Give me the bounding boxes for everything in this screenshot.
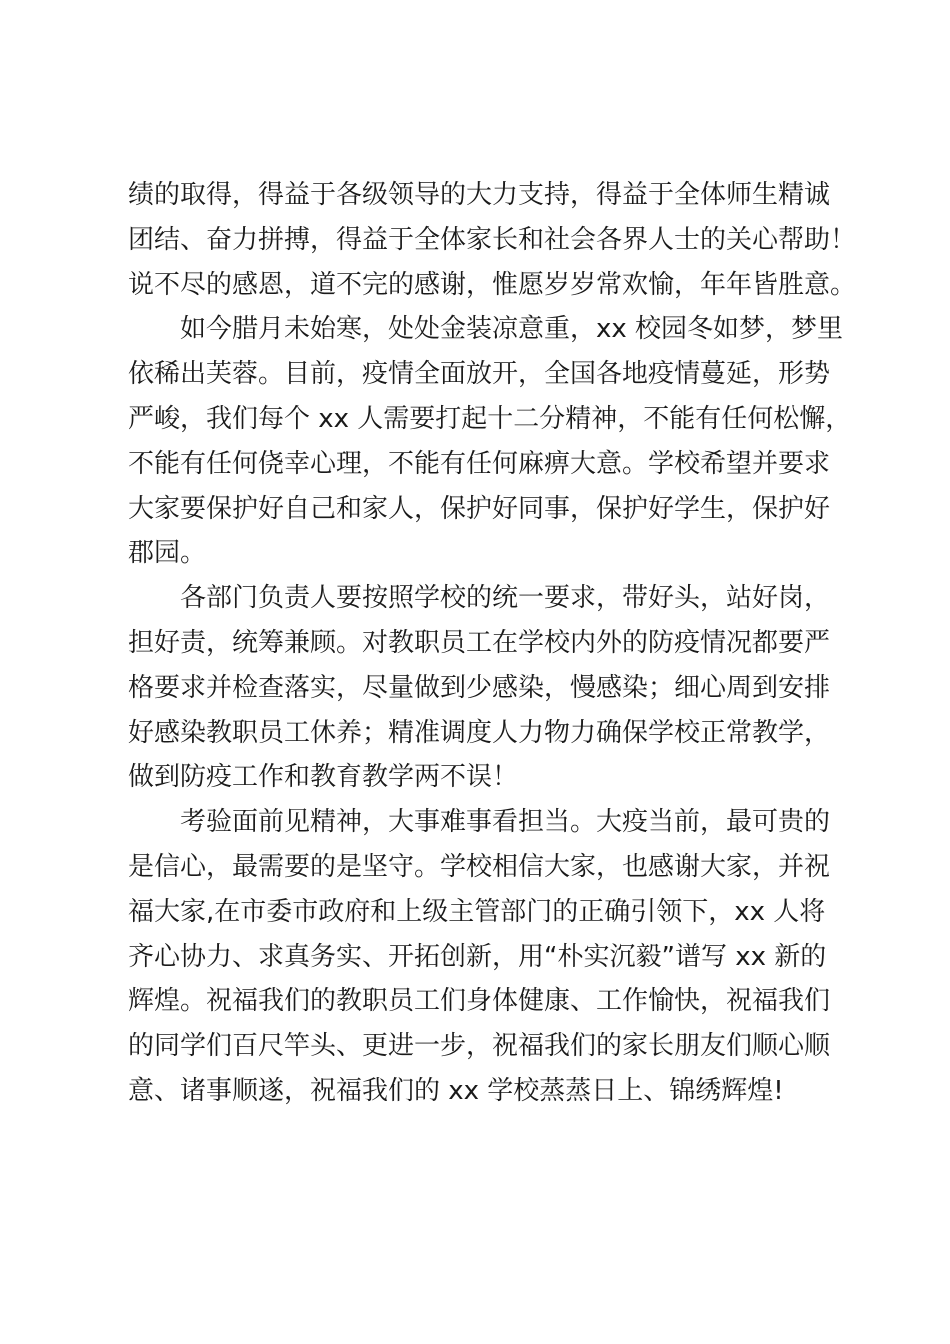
paragraph-2	[128, 307, 852, 576]
text-line: 意、诸事顺遂，祝福我们的 xx 学校蒸蒸日上、锦绣辉煌!	[128, 1075, 784, 1106]
text-line: 说不尽的感恩，道不完的感谢，惟愿岁岁常欢愉，年年皆胜意。	[128, 269, 857, 300]
paragraph-4	[128, 800, 838, 1114]
text-line: 各部门负责人要按照学校的统一要求，带好头，站好岗，	[180, 583, 831, 614]
text-line: 格要求并检查落实，尽量做到少感染，慢感染；细心周到安排	[128, 672, 831, 703]
text-line: 好感染教职员工休养；精准调度人力物力确保学校正常教学，	[128, 717, 831, 748]
text-line: 严峻，我们每个 xx 人需要打起十二分精神，不能有任何松懈，	[128, 403, 852, 434]
text-line: 齐心协力、求真务实、开拓创新，用“朴实沉毅”谱写 xx 新的	[128, 941, 827, 972]
text-line: 做到防疫工作和教育教学两不误！	[128, 762, 519, 793]
text-line: 的同学们百尺竿头、更进一步，祝福我们的家长朋友们顺心顺	[128, 1031, 831, 1062]
text-line: 福大家,在市委市政府和上级主管部门的正确引领下，xx 人将	[128, 896, 826, 927]
paragraph-1	[128, 173, 857, 307]
text-line: 如今腊月未始寒，处处金装凉意重，xx 校园冬如梦，梦里	[180, 314, 844, 345]
text-line: 不能有任何侥幸心理，不能有任何麻痹大意。学校希望并要求	[128, 448, 831, 479]
text-line: 团结、奋力拼搏，得益于全体家长和社会各界人士的关心帮助！	[128, 224, 857, 255]
text-line: 考验面前见精神，大事难事看担当。大疫当前，最可贵的	[180, 807, 831, 838]
text-line: 担好责，统筹兼顾。对教职员工在学校内外的防疫情况都要严	[128, 627, 831, 658]
text-line: 绩的取得，得益于各级领导的大力支持，得益于全体师生精诚	[128, 180, 831, 210]
text-line: 郡园。	[128, 538, 207, 569]
paragraph-3	[128, 576, 838, 800]
document-body	[128, 173, 857, 1114]
text-line: 依稀出芙蓉。目前，疫情全面放开，全国各地疫情蔓延，形势	[128, 359, 831, 390]
text-line: 是信心，最需要的是坚守。学校相信大家，也感谢大家，并祝	[128, 851, 831, 882]
text-line: 大家要保护好自己和家人，保护好同事，保护好学生，保护好	[128, 493, 831, 524]
text-line: 辉煌。祝福我们的教职员工们身体健康、工作愉快，祝福我们	[128, 986, 831, 1017]
